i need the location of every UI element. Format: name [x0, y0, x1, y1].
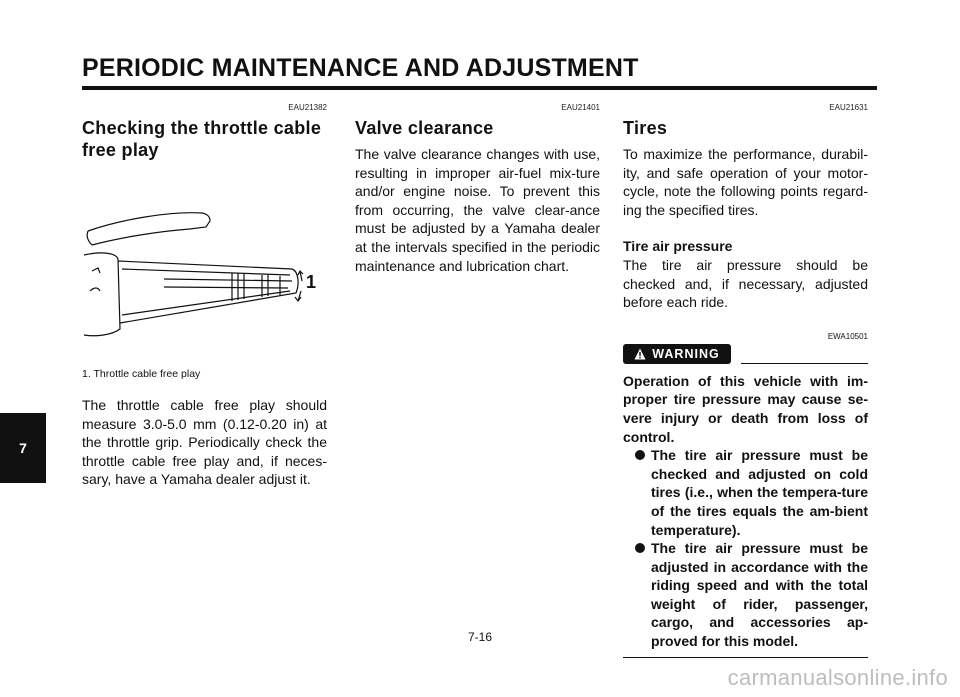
bullet-icon: [635, 543, 645, 553]
valve-heading: Valve clearance: [355, 118, 494, 138]
bullet-text: The tire air pressure must be checked and adjusted on cold tires (i.e., when the tempera-ture of the tires equals the am-bient temperature).: [651, 447, 868, 538]
header-rule: [82, 86, 877, 90]
bullet-text: The tire air pressure must be adjusted in accordance with the riding speed and with the total weight of rider, passenger, cargo, and accessories ap-proved for this model.: [651, 540, 868, 650]
warning-text: Operation of this vehicle with im-proper tire pressure may cause se-vere injury or death from loss of control.: [623, 372, 868, 445]
tire-pressure-subheading: Tire air pressure: [623, 238, 733, 255]
list-item: [623, 446, 868, 539]
section-code: EAU21401: [561, 103, 600, 112]
tires-body: To maximize the performance, durabil-ity, and safe operation of your motor-cycle, note the following points regard-ing the specified tires.: [623, 146, 868, 218]
throttle-heading: [82, 117, 327, 161]
tires-heading: Tires: [623, 118, 668, 138]
tire-pressure-body: The tire air pressure should be checked and, if necessary, adjusted before each ride.: [623, 256, 868, 311]
warning-triangle-icon: [634, 348, 646, 360]
warning-badge: [623, 344, 731, 364]
valve-section: [355, 103, 600, 275]
warning-code: EWA10501: [827, 331, 868, 341]
chapter-tab: 7: [0, 413, 46, 483]
warning-header: [623, 344, 868, 368]
figure-callout: 1: [306, 272, 317, 292]
watermark: carmanualsonline.info: [727, 665, 948, 690]
tires-section: [623, 103, 868, 658]
throttle-heading-line2: free play: [82, 140, 159, 160]
page-number: 7-16: [467, 630, 493, 644]
throttle-body: The throttle cable free play should measure 3.0-5.0 mm (0.12-0.20 in) at the throttle grip. Periodically check the throttle cable free play and, if neces-sary, have a Yamaha dealer adjust it.: [82, 397, 327, 488]
throttle-section: [82, 103, 327, 489]
warning-rule: [741, 363, 868, 364]
throttle-heading-line1: Checking the throttle cable: [82, 118, 322, 138]
section-code: EAU21631: [829, 103, 868, 112]
warning-bullet-list: [623, 446, 868, 651]
valve-body: The valve clearance changes with use, resulting in improper air-fuel mix-ture and/or engine noise. To prevent this from occurring, the valve clear-ance must be adjusted by a Yamaha dealer at the intervals specified in the periodic maintenance and lubrication chart.: [355, 146, 600, 274]
warning-end-rule: [623, 657, 868, 658]
section-code: EAU21382: [288, 103, 327, 112]
page-title: PERIODIC MAINTENANCE AND ADJUSTMENT: [82, 54, 639, 82]
warning-label: WARNING: [652, 346, 720, 361]
figure-caption: 1. Throttle cable free play: [82, 368, 201, 380]
throttle-grip-illustration: [82, 211, 327, 351]
bullet-icon: [635, 450, 645, 460]
